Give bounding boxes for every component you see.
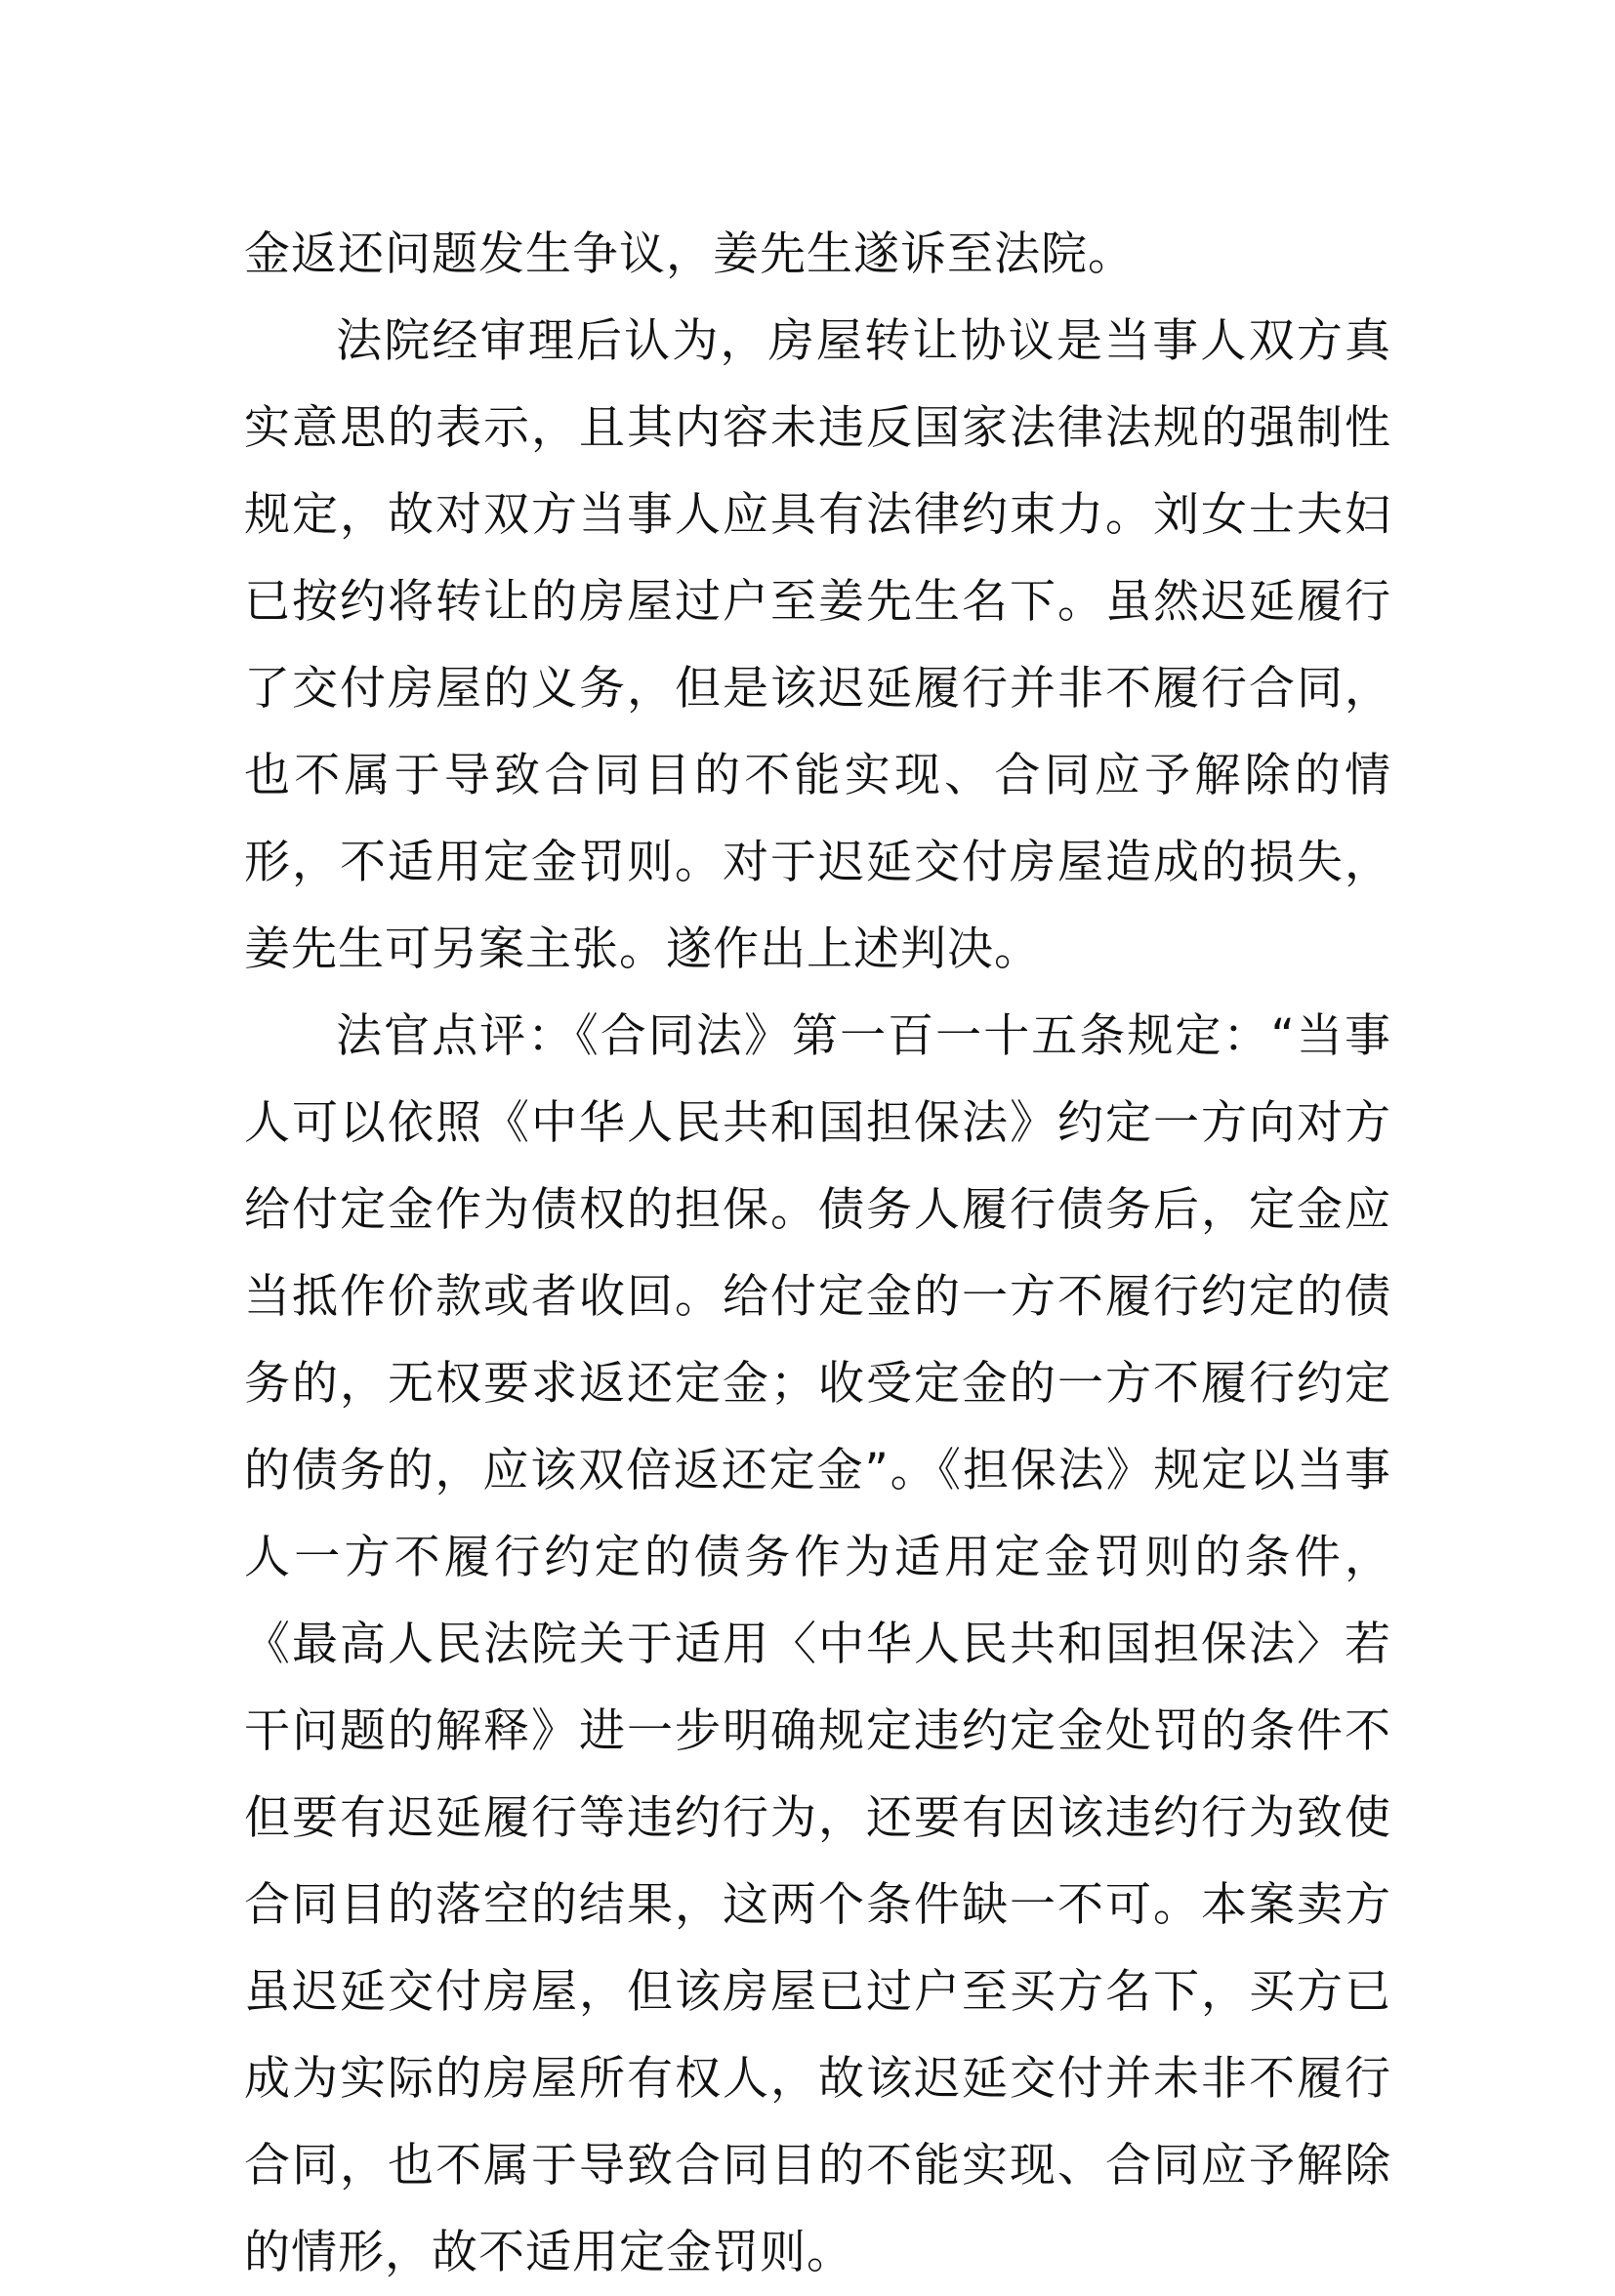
- paragraph-judge-comment: 法官点评：《合同法》第一百一十五条规定：“当事人可以依照《中华人民共和国担保法》约定一方向对方给付定金作为债权的担保。债务人履行债务后，定金应当抵作价款或者收回。给付定金的一方不履行约定的债务的，无权要求返还定金；收受定金的一方不履行约定的债务的，应该双倍返还定金”。《担保法》规定以当事人一方不履行约定的债务作为适用定金罚则的条件，《最高人民法院关于适用〈中华人民共和国担保法〉若干问题的解释》进一步明确规定违约定金处罚的条件不但要有迟延履行等违约行为，还要有因该违约行为致使合同目的落空的结果，这两个条件缺一不可。本案卖方虽迟延交付房屋，但该房屋已过户至买方名下，买方已成为实际的房屋所有权人，故该迟延交付并未非不履行合同，也不属于导致合同目的不能实现、合同应予解除的情形，故不适用定金罚则。: [244, 1009, 1391, 2279]
- paragraph-court-opinion: 法院经审理后认为，房屋转让协议是当事人双方真实意思的表示，且其内容未违反国家法律法规的强制性规定，故对双方当事人应具有法律约束力。刘女士夫妇已按约将转让的房屋过户至姜先生名下。虽然迟延履行了交付房屋的义务，但是该迟延履行并非不履行合同，也不属于导致合同目的不能实现、合同应予解除的情形，不适用定金罚则。对于迟延交付房屋造成的损失，姜先生可另案主张。遂作出上述判决。: [244, 314, 1391, 976]
- paragraph-continuation: 金返还问题发生争议，姜先生遂诉至法院。: [244, 227, 1135, 281]
- document-body: [244, 211, 1391, 2296]
